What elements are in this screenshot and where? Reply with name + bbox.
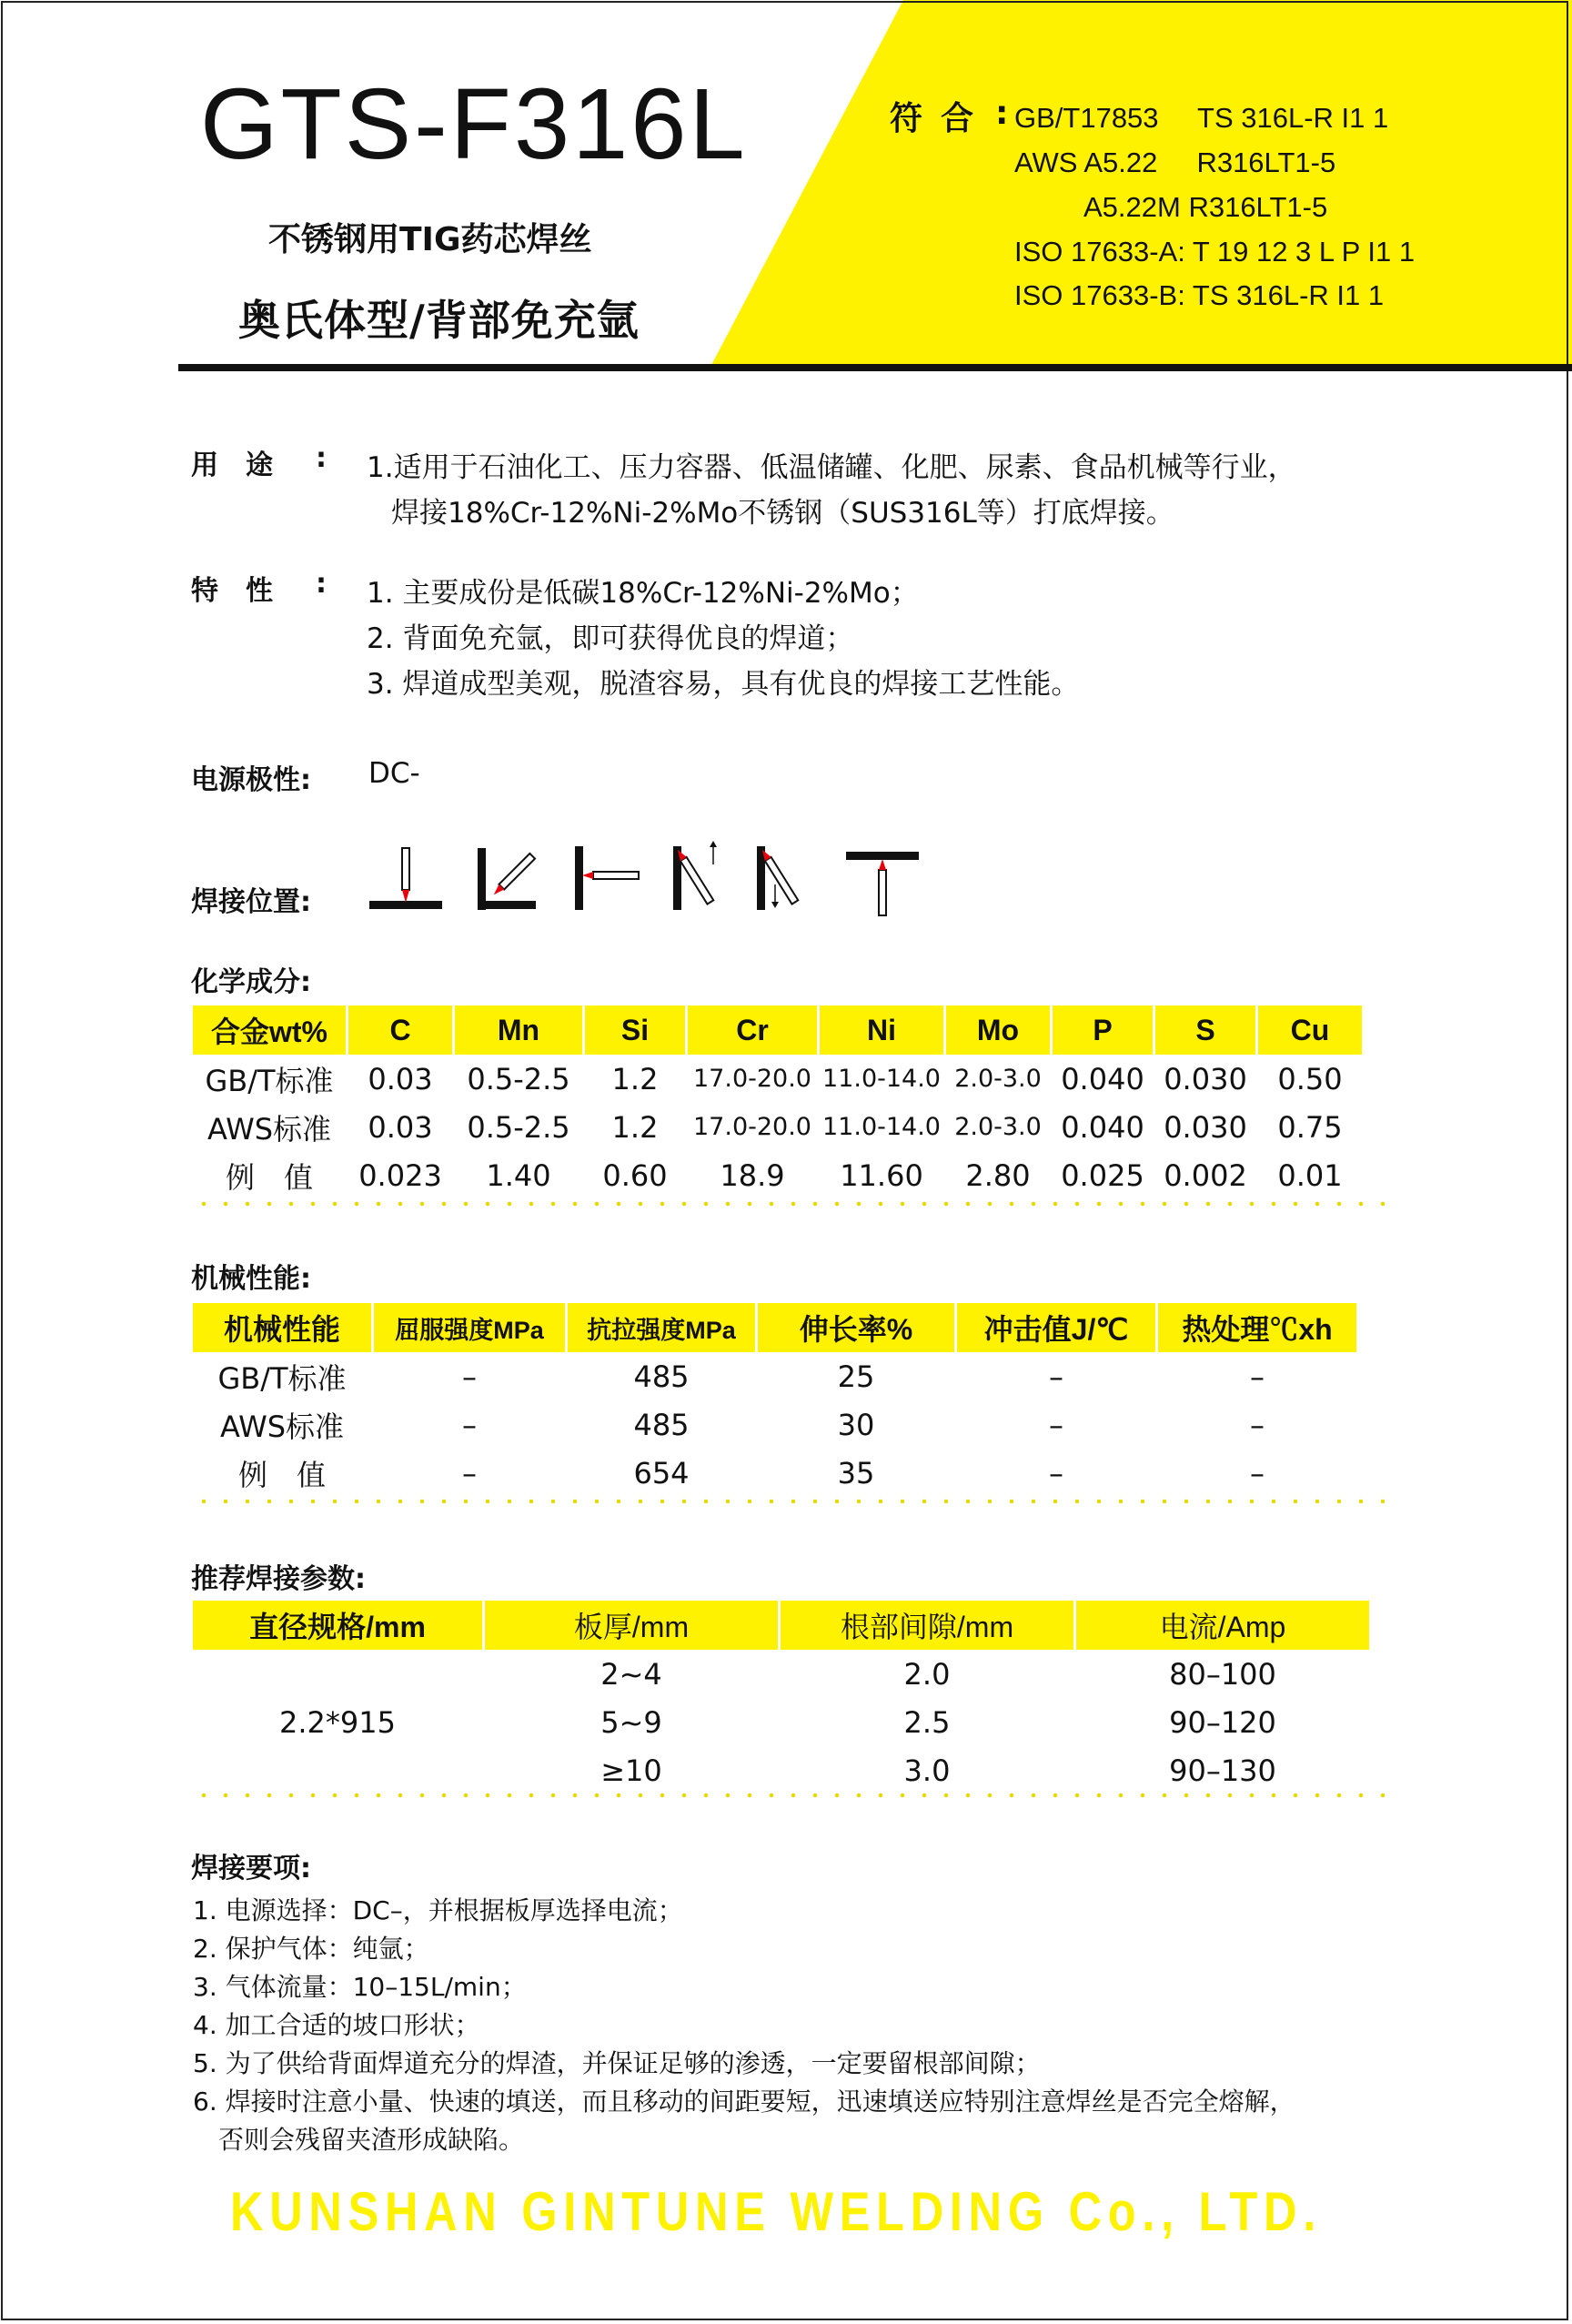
table-cell: 0.025 [1061, 1157, 1144, 1193]
params-header: 根部间隙/mm [781, 1601, 1073, 1650]
mech-header: 抗拉强度MPa [568, 1303, 755, 1352]
mech-header: 热处理℃xh [1158, 1303, 1356, 1352]
table-row [193, 1055, 1362, 1103]
dotted-divider [193, 1793, 1385, 1798]
welding-positions-diagram [364, 839, 928, 921]
params-header: 电流/Amp [1076, 1601, 1369, 1650]
standard-line: ISO 17633-B: TS 316L-R I1 1 [1014, 279, 1385, 311]
mech-header: 伸长率% [758, 1303, 954, 1352]
table-row [193, 1400, 1356, 1449]
table-cell: 0.03 [368, 1061, 433, 1096]
table-cell: 0.50 [1277, 1061, 1343, 1096]
feature-line: 2. 背面免充氩，即可获得优良的焊道； [367, 622, 854, 655]
usage-line: 焊接18%Cr-12%Ni-2%Mo不锈钢（SUS316L等）打底焊接。 [391, 497, 1174, 530]
chem-header: Ni [820, 1005, 943, 1055]
polarity-value: DC- [368, 757, 420, 790]
dotted-divider [193, 1499, 1385, 1504]
feature-line: 3. 焊道成型美观，脱渣容易，具有优良的焊接工艺性能。 [367, 668, 1080, 701]
table-cell: – [1250, 1407, 1265, 1442]
company-name: KUNSHAN GINTUNE WELDING Co., LTD. [230, 2181, 1322, 2242]
positions-label: 焊接位置: [191, 886, 311, 918]
table-cell: 485 [633, 1359, 690, 1394]
standards-colon: : [995, 95, 1009, 132]
table-cell: 0.002 [1164, 1157, 1247, 1193]
table-cell: 2~4 [600, 1656, 662, 1692]
table-cell: 17.0-20.0 [693, 1065, 811, 1093]
table-cell: 1.40 [486, 1157, 551, 1193]
table-cell: 90–120 [1169, 1704, 1276, 1740]
standard-line: GB/T17853 TS 316L-R I1 1 [1014, 102, 1389, 134]
table-cell: GB/T标准 [217, 1360, 347, 1396]
mech-header: 屈服强度MPa [374, 1303, 565, 1352]
mech-header: 冲击值J/℃ [957, 1303, 1155, 1352]
table-cell: 5~9 [600, 1704, 662, 1740]
table-cell: 18.9 [720, 1157, 785, 1193]
usage-line: 1.适用于石油化工、压力容器、低温储罐、化肥、尿素、食品机械等行业， [367, 451, 1296, 484]
table-cell: 2.0 [903, 1656, 951, 1692]
standard-line: ISO 17633-A: T 19 12 3 L P I1 1 [1014, 236, 1416, 268]
table-cell: 485 [633, 1407, 690, 1442]
table-cell: 0.030 [1164, 1061, 1247, 1096]
table-cell: – [1049, 1359, 1063, 1394]
chem-header: Si [585, 1005, 685, 1055]
product-type: 奥氏体型/背部免充氩 [238, 296, 640, 345]
table-cell: 30 [837, 1407, 875, 1442]
table-cell: 例 值 [225, 1159, 313, 1195]
horizontal-position-icon [575, 846, 639, 910]
table-cell: 90–130 [1169, 1753, 1276, 1788]
mechanical-table [190, 1303, 1359, 1497]
dotted-divider [193, 1201, 1385, 1207]
chem-header: Cu [1258, 1005, 1362, 1055]
table-cell: 0.5-2.5 [467, 1061, 570, 1096]
table-cell: ≥10 [600, 1753, 662, 1788]
note-line: 4. 加工合适的坡口形状； [193, 2010, 480, 2040]
note-line: 否则会残留夹渣形成缺陷。 [218, 2125, 525, 2155]
table-cell: GB/T标准 [205, 1063, 334, 1098]
table-cell: 2.80 [965, 1157, 1031, 1193]
table-cell: – [1049, 1407, 1063, 1442]
table-cell: 3.0 [903, 1753, 951, 1788]
header-rule [178, 364, 1572, 371]
standard-line: AWS A5.22 R316LT1-5 [1014, 147, 1336, 178]
table-row [193, 1151, 1362, 1199]
note-line: 3. 气体流量：10–15L/min； [193, 1972, 527, 2002]
chem-header: Cr [688, 1005, 817, 1055]
table-cell: 1.2 [611, 1061, 659, 1096]
table-cell: 0.023 [358, 1157, 442, 1193]
chemical-title: 化学成分: [191, 966, 311, 998]
table-cell: 80–100 [1169, 1656, 1276, 1692]
vertical-down-position-icon [757, 846, 798, 910]
table-cell: 0.01 [1277, 1157, 1343, 1193]
table-cell: 0.040 [1061, 1061, 1144, 1096]
table-cell: 2.0-3.0 [954, 1065, 1042, 1093]
table-cell: – [462, 1455, 477, 1490]
table-cell: 2.5 [903, 1704, 951, 1740]
chem-header: S [1155, 1005, 1255, 1055]
params-title: 推荐焊接参数: [191, 1563, 366, 1595]
table-cell: 17.0-20.0 [693, 1113, 811, 1141]
note-line: 1. 电源选择：DC–，并根据板厚选择电流； [193, 1895, 683, 1925]
mechanical-title: 机械性能: [191, 1263, 311, 1295]
chem-header: C [348, 1005, 452, 1055]
chem-header: 合金wt% [193, 1005, 346, 1055]
table-row [193, 1352, 1356, 1400]
table-cell: 35 [837, 1455, 875, 1490]
note-line: 2. 保护气体：纯氩； [193, 1934, 429, 1964]
params-header: 板厚/mm [485, 1601, 778, 1650]
note-line: 6. 焊接时注意小量、快速的填送，而且移动的间距要短，迅速填送应特别注意焊丝是否完全熔解， [193, 2087, 1295, 2117]
table-row [193, 1650, 1369, 1698]
standard-line: A5.22M R316LT1-5 [1083, 191, 1328, 223]
feature-line: 1. 主要成份是低碳18%Cr-12%Ni-2%Mo； [367, 577, 919, 610]
polarity-label: 电源极性: [191, 764, 311, 796]
standards-label: 符合 [890, 100, 993, 137]
table-cell: 例 值 [237, 1457, 326, 1492]
table-cell: 654 [633, 1455, 690, 1490]
table-cell: 2.0-3.0 [954, 1113, 1042, 1141]
chem-header: Mn [455, 1005, 582, 1055]
table-cell: 11.0-14.0 [822, 1113, 941, 1141]
overhead-position-icon [846, 852, 919, 915]
chem-header: Mo [946, 1005, 1050, 1055]
table-cell: – [1250, 1455, 1265, 1490]
note-line: 5. 为了供给背面焊道充分的焊渣，并保证足够的渗透，一定要留根部间隙； [193, 2048, 1041, 2078]
product-subtitle: 不锈钢用TIG药芯焊丝 [268, 221, 592, 258]
table-cell: 0.5-2.5 [467, 1109, 570, 1145]
mech-header: 机械性能 [193, 1303, 371, 1352]
usage-label: 用 途 [191, 450, 273, 481]
table-cell: – [462, 1407, 477, 1442]
table-cell: – [1049, 1455, 1063, 1490]
table-cell: 25 [837, 1359, 875, 1394]
table-cell: 11.60 [840, 1157, 923, 1193]
product-model-title: GTS-F316L [200, 68, 748, 180]
company-name-logo [226, 2179, 1326, 2243]
features-colon: : [316, 568, 327, 600]
table-cell: 1.2 [611, 1109, 659, 1145]
table-row [193, 1449, 1356, 1497]
chemical-table [190, 1005, 1365, 1199]
params-header: 直径规格/mm [193, 1601, 482, 1650]
chem-header: P [1053, 1005, 1153, 1055]
vertical-up-position-icon [673, 841, 717, 910]
table-row [193, 1103, 1362, 1151]
features-label: 特 性 [191, 575, 273, 607]
horizontal-fillet-position-icon [478, 848, 536, 910]
table-cell: AWS标准 [207, 1111, 332, 1147]
table-cell: – [462, 1359, 477, 1394]
usage-colon: : [316, 442, 327, 474]
diameter-cell: 2.2*915 [279, 1704, 396, 1740]
flat-position-icon [369, 848, 442, 909]
table-cell: 0.60 [602, 1157, 668, 1193]
table-cell: 0.030 [1164, 1109, 1247, 1145]
params-table [190, 1601, 1372, 1794]
table-cell: – [1250, 1359, 1265, 1394]
table-cell: 0.03 [368, 1109, 433, 1145]
table-cell: 0.040 [1061, 1109, 1144, 1145]
table-cell: AWS标准 [219, 1409, 345, 1444]
table-cell: 0.75 [1277, 1109, 1343, 1145]
notes-title: 焊接要项: [191, 1853, 311, 1884]
table-cell: 11.0-14.0 [822, 1065, 941, 1093]
